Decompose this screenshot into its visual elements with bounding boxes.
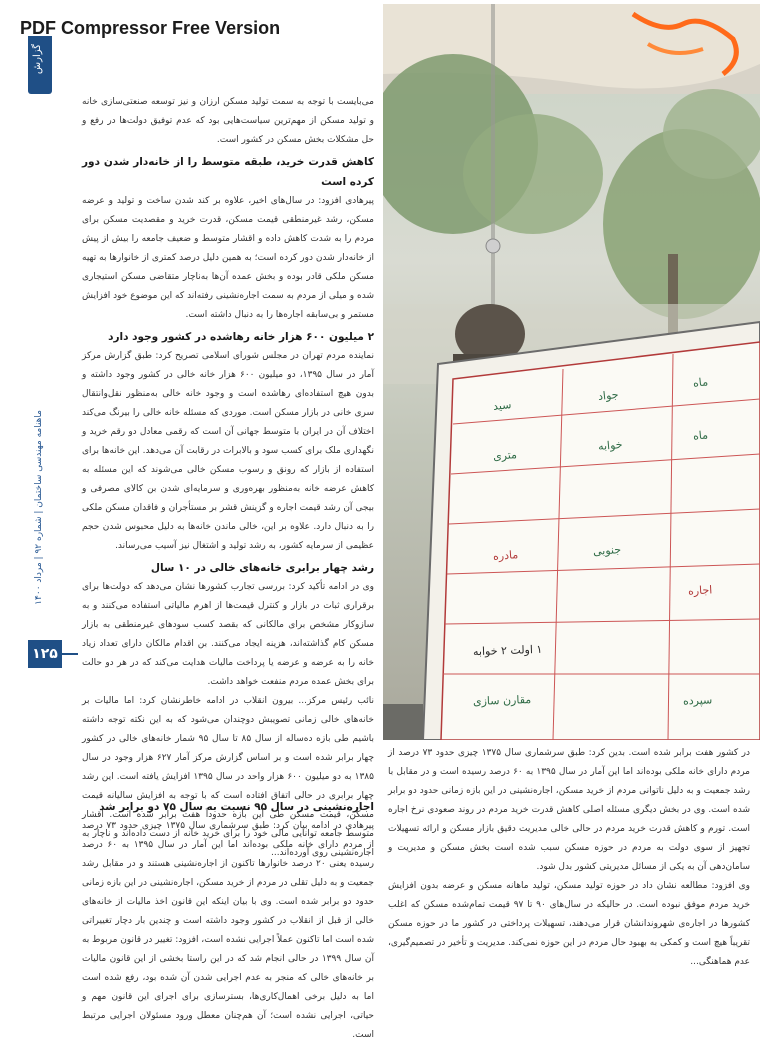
sign-label: سید <box>492 398 512 413</box>
sign-label: ماه <box>692 375 709 390</box>
section-tab-label: گزارش <box>32 44 43 75</box>
sign-label: مقارن سازی <box>472 692 532 709</box>
page-number-rule <box>62 653 78 655</box>
paragraph-vacant-homes: نماینده مردم تهران در مجلس شورای اسلامی تصریح کرد: طبق گزارش مرکز آمار در سال ۱۳۹۵، دو میلیون ۶۰۰ هزار خانه خالی در کشور وجود داشته و بدون هیچ استفاده‌ای رهاشده است و وجود خانه خالی به‌منظور نقل‌وانتقال سری خانی در بازار مسکن است. موردی که مسئله خانه خالی را بیرنگ می‌کند اختلاف آن در ایران با متوسط جهانی آن است که رقمی معادل دو رقم خرید و نگهداری ملک برای کسب سود و بالابرات در رقابت آن می‌دهد. این خانه‌ها برای استفاده از بازار که رونق و رسوب مسکن خالی می‌شوند که این مسئله به کاهش عرضه خانه به‌منظور بهره‌وری و سرمایه‌ای شدن بن کالای مصرفی و بیجی آن رشد قیمت اجاره و گزینش قشر بر مستأجران و فاقدان مسکن ملکی را به دنبال دارد. علاوه بر این، خالی ماندن خانه‌ها به دلیل محبوس شدن حجم عظیمی از سرمایه کشور، به رشد تولید و اشتغال نیز آسیب می‌رساند. <box>82 351 374 551</box>
paragraph-fourfold-growth: نائب رئیس مرکز... بیرون انقلاب در ادامه خاطرنشان کرد: اما ماليات بر خانه‌های خالی زمانی تصویبش دوچندان می‌شود که به این نکته توجه داشته باشیم طی بازه ده‌ساله از سال ۸۵ تا سال ۹۵ شمار خانه‌های خالی در کشور چهار برابر شده است و بر اساس گزارش مرکز آمار ۶۲۷ هزار وجود در سال ۱۳۸۵ به دو میلیون ۶۰۰ هزار واحد در سال ۱۳۹۵ افزایش یافته است. این رشد چهار برابری در حالی اتفاق افتاده است که با توجه به افزایش سالیانه قیمت مسکن، قیمت مسکن طی این بازه حدوداً هفت برابر شده است. اقشار متوسط جامعه توانایی مالی خود را برای خرید خانه از دست داده‌اند و ناچار به اجاره‌نشینی روی آورده‌اند... <box>82 696 375 858</box>
paragraph-renting-doubled: پیرهادی در ادامه بیان کرد: طبق سرشماری سال ۱۳۷۵ چیزی حدود ۷۳ درصد از مردم دارای خانه ملکی بوده‌اند اما این آمار در سال ۱۳۹۵ به ۶۰ درصد رسیده یعنی ۲۰ درصد خانوارها تاکنون از اجاره‌نشینی هستند و در مقابل رشد جمعیت و به دلیل تقلی در مردم از خرید مسکن، اجاره‌نشینی در این بازه زمانی حدود دو برابر شده است. وی با بیان اینکه این قانون اخذ مالیات از خانه‌های خالی از قبل از انقلاب در کشور وجود داشته است و چندین بار دچار تغییراتی شده است اما تاکنون عملاً اجرایی نشده است، افزود: تغییر در قانون مربوط به آن سال ۱۳۹۹ در حالی انجام شد که در این راستا بخشی از این قانون مالیات بر خانه‌های خالی که منجر به عدم اجرایی شدن آن شده بود، رفع شده است اما به دلیل برخی اهمال‌کاری‌ها، بسترسازی برای اجرای این قانون مهم و حیاتی، اجرایی نشده است؛ آن هم‌چنان معطل ورود مسئولان اجرایی مرتبط است. <box>81 821 375 1040</box>
sign-label: مادره <box>492 548 519 563</box>
heading-fourfold-growth: رشد چهار برابری خانه‌های خالی در ۱۰ سال <box>150 562 374 574</box>
left-article-column-bottom <box>81 795 375 1040</box>
paragraph-tax-levers: وی در ادامه تأکید کرد: بررسی تجارب کشورها نشان می‌دهد که دولت‌ها برای برقراری ثبات در بازار و کنترل قیمت‌ها از اهرم مالیاتی استفاده می‌کنند و به سازوکار مشخص برای مالکانی که بقصد کسب سودهای غیرمنطقی به بازار مسکن کام گذاشته‌اند، هزینه ایجاد می‌کنند. بن اقدام مالکان دارای تعداد زیاد خانه را به عرضه و عرضه یا پرداخت مالیات هدایت می‌کند که در هر دو حالت برای بخش عمده مردم منفعت خواهد داشت. <box>82 582 374 687</box>
page-number: ۱۲۵ <box>28 640 62 668</box>
sign-label: ۱ اولت ۲ خوابه <box>472 642 543 659</box>
article-photo <box>383 4 760 740</box>
sign-label: ماه <box>692 428 709 443</box>
side-running-title-text: ماهنامه مهندسی ساختمان | شماره ۹۲ | مرداد ۱۴۰۰ <box>34 410 44 605</box>
sign-handwriting <box>383 4 760 740</box>
paragraph-housing-supply: وی افزود: مطالعه نشان داد در حوزه تولید مسکن، تولید ماهانه مسکن و عرضه بدون افزایش خرید مردم موفق نبوده است. در حالیکه در سال‌های ۹۰ تا ۹۷ قیمت تمام‌شده مسکن که اغلب کشورها در اجاره‌ی شهروندانشان قرار می‌دهند، تسهیلات پرداختی در کشور ما در حوزه مسکن تقریباً هیچ است و کمکی به بهبود حال مردم در این حوزه نمی‌کند. مدیریت و تأخیر در تصمیم‌گیری، عدم هماهنگی... <box>388 881 751 967</box>
right-article-column <box>388 744 750 1034</box>
paragraph-purchasing-power: پیرهادی افزود: در سال‌های اخیر، علاوه بر کند شدن ساخت و تولید و عرضه مسکن، رشد غیرمنطقی قیمت مسکن، قدرت خرید و مقصدیت مسکن برای مردم را به شدت کاهش داده و اقشار متوسط و ضعیف جامعه را بیش از پیش از خانه‌دار شدن دور کرده است؛ به همین دلیل درصد کمتری از خانوارها به تهیه مسکن ملکی قادر بوده و بخش عمده آن‌ها به‌ناچار متقاضی مسکن استیجاری شده و میلی از مردم به سمت اجاره‌نشینی رفته‌اند که این موضوع خود افزایش مستمر و بی‌سابقه اجاره‌ها را به دنبال داشته است. <box>82 196 374 320</box>
sign-label: خوابه <box>597 437 624 454</box>
sign-label: متری <box>492 447 518 464</box>
sign-label: جواد <box>597 387 620 404</box>
paragraph-rent-trend: در کشور هفت برابر شده است. بدین کرد: طبق سرشماری سال ۱۳۷۵ چیزی حدود ۷۳ درصد از مردم دارای خانه ملکی بوده‌اند اما این آمار در سال ۱۳۹۵ به ۶۰ درصد رسیده است و در مقابل با رشد جمعیت و به دلیل ناتوانی مردم از خرید مسکن، اجاره‌نشینی در این بازه زمانی حدود دو برابر شده است. وی در بخش دیگری مسئله اصلی کاهش قدرت خرید مردم در روند صعودی نرخ اجاره است. تورم و کاهش قدرت خرید مردم در حالی خالی مدیریت دقیق بازار مسکن و ارائه تسهیلات تجهیز از سوی دولت به مردم در حوزه مسکن سبب شده است بخش مسکن و مدیریت و سامان‌دهی آن به یکی از مسائل مدیریتی کشور بدل شود. <box>388 748 751 872</box>
heading-purchasing-power: کاهش قدرت خرید، طبقه متوسط را از خانه‌دار شدن دور کرده است <box>82 156 374 188</box>
sign-label: جنوبی <box>592 543 622 558</box>
heading-vacant-homes: ۲ میلیون ۶۰۰ هزار خانه رهاشده در کشور وجود دارد <box>108 331 374 343</box>
heading-renting-doubled: اجاره‌نشینی در سال ۹۵ نسبت به سال ۷۵ دو برابر شد <box>99 801 374 813</box>
sign-label: سپرده <box>682 693 713 708</box>
side-running-title <box>34 410 48 650</box>
pdf-watermark: PDF Compressor Free Version <box>20 18 281 38</box>
intro-paragraph: می‌بایست با توجه به سمت تولید مسکن ارزان و نیز توسعه صنعتی‌سازی خانه و تولید مسکن از مهم‌ترین سیاست‌هایی بود که عدم توفیق دولت‌ها در رفع و حل مشکلات بخش مسکن در کشور است. <box>82 97 374 145</box>
sign-label: اجاره <box>687 583 713 598</box>
section-tab <box>28 36 52 94</box>
